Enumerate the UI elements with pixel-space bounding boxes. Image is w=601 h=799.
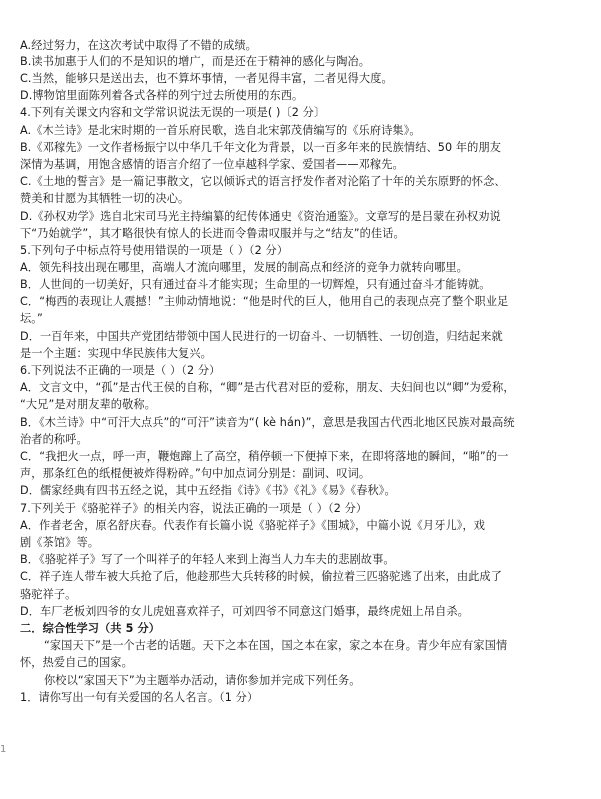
- text-line: 你校以“家国天下”为主题举办活动，请你参加并完成下列任务。: [44, 674, 361, 687]
- text-line: “大兄”是对朋友辈的敬称。: [20, 398, 156, 411]
- text-line: 下“乃始就学”，其才略很快有惊人的长进而令鲁肃叹服并与之“结友”的佳话。: [20, 227, 405, 240]
- text-line: A．文言文中，“孤”是古代王侯的自称，“卿”是古代君对臣的爱称，朋友、夫妇间也以“卿”为爱称，: [20, 381, 515, 394]
- text-line: C．祥子连人带车被大兵抢了后，他趁那些大兵转移的时候，偷拉着三匹骆驼逃了出来，由此成了: [20, 570, 502, 583]
- text-line: A．作者老舍，原名舒庆春。代表作有长篇小说《骆驼祥子》《围城》，中篇小说《月牙儿》，戏: [20, 519, 486, 532]
- text-line: 6.下列说法不正确的一项是（ ）（2 分）: [20, 364, 221, 377]
- text-line: B．《木兰诗》中“可汗大点兵”的“可汗”读音为“( kè hán)”，意思是我国古代西北地区民族对最高统: [20, 416, 515, 429]
- text-line: 7.下列关于《骆驼祥子》的相关内容，说法正确的一项是（ ）（2 分）: [20, 502, 368, 515]
- text-line: C．“梅西的表现让人震撼！”主帅动情地说：“他是时代的巨人，他用自己的表现点亮了整个职业足: [20, 295, 509, 308]
- text-line: 4.下列有关课文内容和文学常识说法无误的一项是( )〔2 分〕: [20, 106, 326, 119]
- text-line: A.《木兰诗》是北宋时期的一首乐府民歌，选自北宋郭茂倩编写的《乐府诗集》。: [20, 124, 421, 137]
- text-line: 坛。”: [20, 312, 43, 325]
- text-line: B．人世间的一切美好，只有通过奋斗才能实现；生命里的一切辉煌，只有通过奋斗才能铸就。: [20, 278, 491, 291]
- text-line: 骆驼祥子。: [20, 588, 77, 601]
- text-line: A.经过努力，在这次考试中取得了不错的成绩。: [20, 39, 257, 52]
- text-line: B.读书加惠于人们的不是知识的增广，而是还在于精神的感化与陶冶。: [20, 55, 371, 68]
- text-line: C.《土地的誓言》是一篇记事散文，它以倾诉式的语言抒发作者对沦陷了十年的关东原野的怀念、: [20, 175, 506, 188]
- text-line: B.《邓稼先》一文作者杨振宁以中华几千年文化为背景，以一百多年来的民族情结、50 年的朋友: [20, 141, 502, 154]
- text-line: D.博物馆里面陈列着各式各样的列宁过去所使用的东西。: [20, 89, 304, 102]
- text-line: D．车厂老板刘四爷的女儿虎妞喜欢祥子，可刘四爷不同意这门婚事，最终虎妞上吊自杀。: [20, 605, 469, 618]
- text-line: B．《骆驼祥子》写了一个叫祥子的年轻人来到上海当人力车夫的悲剧故事。: [20, 553, 395, 566]
- text-line: D．一百年来，中国共产党团结带领中国人民进行的一切奋斗、一切牺牲、一切创造，归结起来就: [20, 330, 503, 343]
- text-line: 怀，热爱自己的国家。: [20, 656, 133, 669]
- text-line: 1．请你写出一句有关爱国的名人名言。（1 分）: [20, 691, 259, 704]
- text-line: 深情为基调，用饱含感情的语言介绍了一位卓越科学家、爱国者——邓稼先。: [20, 158, 404, 171]
- text-line: 5.下列句子中标点符号使用错误的一项是（ ）（2 分）: [20, 244, 289, 257]
- text-line: D．儒家经典有四书五经之说，其中五经指《诗》《书》《礼》《易》《春秋》。: [20, 484, 396, 497]
- text-line: 赞美和甘愿为其牺牲一切的决心。: [20, 192, 190, 205]
- section-heading: 二．综合性学习（共 5 分）: [20, 622, 161, 635]
- text-line: “家国天下”是一个古老的话题。天下之本在国，国之本在家，家之本在身。青少年应有家国情: [44, 639, 508, 652]
- text-line: 声，那条红色的纸棍便被炸得粉碎。”句中加点词分别是：副词、叹词。: [20, 467, 371, 480]
- text-line: 是一个主题：实现中华民族伟大复兴。: [20, 347, 212, 360]
- page-edge-mark: 1: [0, 744, 7, 755]
- text-line: D.《孙权劝学》选自北宋司马光主持编纂的纪传体通史《资治通鉴》。文章写的是吕蒙在孙权劝说: [20, 210, 501, 223]
- text-line: 剧《茶馆》等。: [20, 536, 100, 549]
- text-line: 治者的称呼。: [20, 433, 88, 446]
- text-line: C．“我把火一点，呼一声，鞭炮蹿上了高空，稍停顿一下便掉下来，在即将落地的瞬间，“啪”的一: [20, 450, 509, 463]
- text-line: C.当然，能够只是送出去，也不算坏事情，一者见得丰富，二者见得大度。: [20, 72, 393, 85]
- text-line: A．领先科技出现在哪里，高端人才流向哪里，发展的制高点和经济的竞争力就转向哪里。: [20, 261, 468, 274]
